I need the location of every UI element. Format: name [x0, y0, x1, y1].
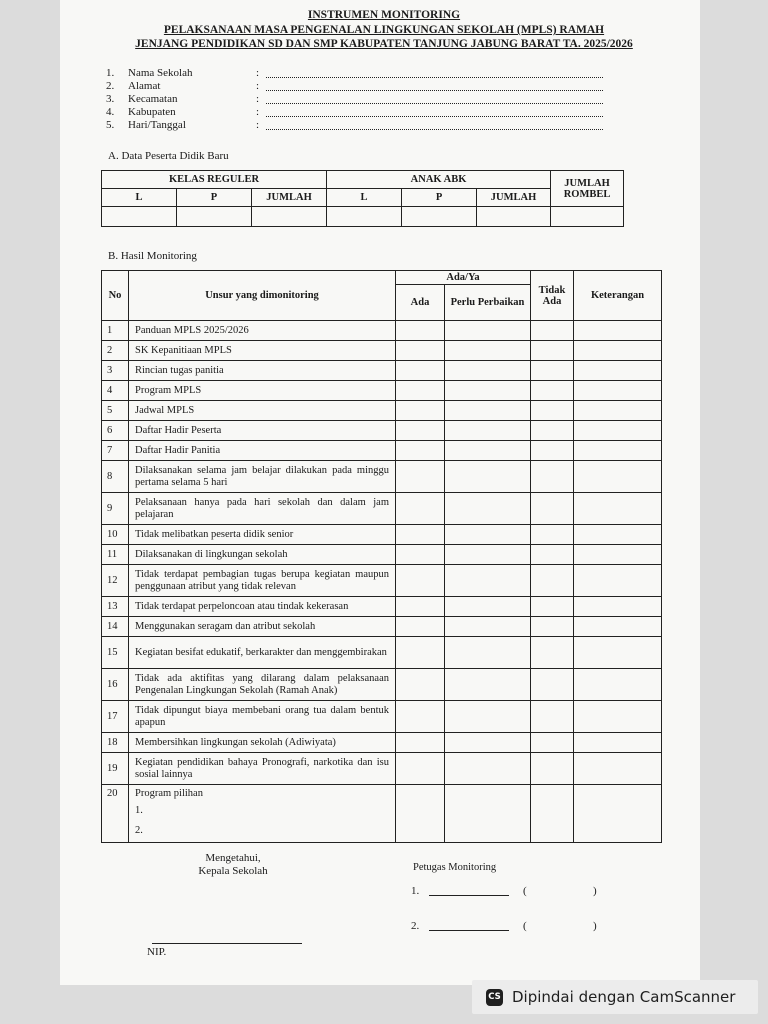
row-item: Dilaksanakan selama jam belajar dilakukan pada minggu pertama selama 5 hari [129, 461, 396, 493]
cell-perlu-perbaikan[interactable] [445, 701, 531, 733]
cell-tidak-ada[interactable] [531, 361, 574, 381]
row-number: 11 [102, 545, 129, 565]
table-row [102, 545, 662, 565]
row-number: 16 [102, 669, 129, 701]
school-identity-list [106, 67, 606, 132]
table-row [102, 617, 662, 637]
row-item: Jadwal MPLS [129, 401, 396, 421]
table-row [102, 421, 662, 441]
row-number: 10 [102, 525, 129, 545]
cell-tidak-ada[interactable] [531, 321, 574, 341]
row-number: 2 [102, 341, 129, 361]
identity-label: Alamat [128, 80, 161, 92]
cell-perlu-perbaikan[interactable] [445, 421, 531, 441]
table-row [102, 361, 662, 381]
row-item: Tidak ada aktifitas yang dilarang dalam pelaksanaan Pengenalan Lingkungan Sekolah (Ramah Anak) [129, 669, 396, 701]
header-abk-jumlah: JUMLAH [477, 189, 551, 207]
officer-number: 2. [411, 920, 420, 932]
identity-label: Nama Sekolah [128, 67, 193, 79]
row-item: Menggunakan seragam dan atribut sekolah [129, 617, 396, 637]
headmaster-signature-block [193, 852, 273, 878]
cell-keterangan[interactable] [574, 421, 662, 441]
cell-ada[interactable] [396, 753, 445, 785]
cell-reguler-l[interactable] [102, 207, 177, 227]
cell-perlu-perbaikan[interactable] [445, 545, 531, 565]
cell-perlu-perbaikan[interactable] [445, 401, 531, 421]
officer-row-1 [411, 885, 611, 899]
table-row [102, 669, 662, 701]
cell-tidak-ada[interactable] [531, 525, 574, 545]
cell-keterangan[interactable] [574, 321, 662, 341]
row-number: 12 [102, 565, 129, 597]
cell-perlu-perbaikan[interactable] [445, 637, 531, 669]
cell-tidak-ada[interactable] [531, 565, 574, 597]
cell-keterangan[interactable] [574, 669, 662, 701]
doc-title-line-3: JENJANG PENDIDIKAN SD DAN SMP KABUPATEN TANJUNG JABUNG BARAT TA. 2025/2026 [135, 38, 633, 50]
cell-reguler-jumlah[interactable] [252, 207, 327, 227]
identity-row-date [106, 119, 606, 132]
row-number: 20 [102, 785, 129, 843]
paren-open: ( [523, 885, 527, 897]
cell-keterangan[interactable] [574, 733, 662, 753]
row-number: 3 [102, 361, 129, 381]
table-row [102, 441, 662, 461]
row-number: 17 [102, 701, 129, 733]
row-item: Kegiatan pendidikan bahaya Pronografi, narkotika dan isu sosial lainnya [129, 753, 396, 785]
cell-abk-l[interactable] [327, 207, 402, 227]
header-unsur: Unsur yang dimonitoring [129, 271, 396, 321]
identity-colon: : [256, 93, 260, 105]
cell-ada[interactable] [396, 785, 445, 843]
identity-label: Kabupaten [128, 106, 176, 118]
cell-tidak-ada[interactable] [531, 597, 574, 617]
cell-ada[interactable] [396, 565, 445, 597]
identity-number: 3. [106, 93, 115, 105]
row-item: Tidak terdapat pembagian tugas berupa kegiatan maupun penggunaan atribut yang tidak relevan [129, 565, 396, 597]
row-number: 15 [102, 637, 129, 669]
row-item [129, 785, 396, 843]
cell-tidak-ada[interactable] [531, 701, 574, 733]
row-number: 18 [102, 733, 129, 753]
cell-ada[interactable] [396, 341, 445, 361]
row-number: 6 [102, 421, 129, 441]
cell-keterangan[interactable] [574, 753, 662, 785]
header-keterangan: Keterangan [574, 271, 662, 321]
cell-keterangan[interactable] [574, 381, 662, 401]
row-number: 5 [102, 401, 129, 421]
identity-label: Kecamatan [128, 93, 178, 105]
cell-ada[interactable] [396, 669, 445, 701]
cell-perlu-perbaikan[interactable] [445, 565, 531, 597]
row-item: Tidak terdapat perpeloncoan atau tindak kekerasan [129, 597, 396, 617]
header-reguler-jumlah: JUMLAH [252, 189, 327, 207]
identity-number: 1. [106, 67, 115, 79]
header-tidak-ada: Tidak Ada [531, 271, 574, 321]
officer-number: 1. [411, 885, 420, 897]
program-choice-1: 1. [135, 805, 143, 816]
cell-keterangan[interactable] [574, 701, 662, 733]
cell-ada[interactable] [396, 421, 445, 441]
cell-tidak-ada[interactable] [531, 545, 574, 565]
cell-perlu-perbaikan[interactable] [445, 669, 531, 701]
header-ada-ya: Ada/Ya [396, 271, 531, 285]
acknowledged-label: Mengetahui, [205, 852, 261, 864]
cell-ada[interactable] [396, 381, 445, 401]
cell-perlu-perbaikan[interactable] [445, 785, 531, 843]
row-item: Dilaksanakan di lingkungan sekolah [129, 545, 396, 565]
identity-colon: : [256, 106, 260, 118]
section-b-heading: B. Hasil Monitoring [108, 250, 197, 262]
header-anak-abk: ANAK ABK [327, 171, 551, 189]
table-row [102, 207, 624, 227]
row-item: Kegiatan besifat edukatif, berkarakter dan menggembirakan [129, 637, 396, 669]
section-a-heading: A. Data Peserta Didik Baru [108, 150, 229, 162]
cell-perlu-perbaikan[interactable] [445, 441, 531, 461]
table-row [102, 381, 662, 401]
cell-tidak-ada[interactable] [531, 733, 574, 753]
cell-perlu-perbaikan[interactable] [445, 525, 531, 545]
row-item: Pelaksanaan hanya pada hari sekolah dan dalam jam pelajaran [129, 493, 396, 525]
identity-fill-line [266, 103, 603, 104]
cell-tidak-ada[interactable] [531, 401, 574, 421]
table-row [102, 401, 662, 421]
header-reguler-l: L [102, 189, 177, 207]
cell-keterangan[interactable] [574, 461, 662, 493]
cell-perlu-perbaikan[interactable] [445, 493, 531, 525]
table-row [102, 701, 662, 733]
cell-keterangan[interactable] [574, 597, 662, 617]
nip-label: NIP. [147, 946, 167, 958]
table-row [102, 733, 662, 753]
cell-keterangan[interactable] [574, 493, 662, 525]
identity-row-school-name [106, 67, 606, 80]
table-row [102, 525, 662, 545]
monitoring-table-body [102, 321, 662, 843]
row-item-text: Program pilihan [135, 788, 203, 799]
row-item: Panduan MPLS 2025/2026 [129, 321, 396, 341]
identity-row-address [106, 80, 606, 93]
table-row [102, 753, 662, 785]
row-number: 14 [102, 617, 129, 637]
cell-tidak-ada[interactable] [531, 617, 574, 637]
cell-perlu-perbaikan[interactable] [445, 733, 531, 753]
monitoring-officer-label: Petugas Monitoring [413, 862, 497, 873]
cell-tidak-ada[interactable] [531, 753, 574, 785]
header-perlu-perbaikan: Perlu Perbaikan [445, 285, 531, 321]
identity-label: Hari/Tanggal [128, 119, 186, 131]
cell-tidak-ada[interactable] [531, 441, 574, 461]
cell-ada[interactable] [396, 441, 445, 461]
cell-tidak-ada[interactable] [531, 493, 574, 525]
row-item: Tidak dipungut biaya membebani orang tua dalam bentuk apapun [129, 701, 396, 733]
table-row [102, 493, 662, 525]
camscanner-watermark [472, 980, 758, 1014]
cell-perlu-perbaikan[interactable] [445, 341, 531, 361]
cell-tidak-ada[interactable] [531, 669, 574, 701]
cell-tidak-ada[interactable] [531, 461, 574, 493]
cell-ada[interactable] [396, 461, 445, 493]
paren-open: ( [523, 920, 527, 932]
cell-keterangan[interactable] [574, 525, 662, 545]
row-item: Daftar Hadir Peserta [129, 421, 396, 441]
table-row [102, 341, 662, 361]
identity-number: 2. [106, 80, 115, 92]
cell-ada[interactable] [396, 525, 445, 545]
cell-ada[interactable] [396, 361, 445, 381]
student-data-table [101, 170, 624, 227]
table-row [102, 785, 662, 843]
row-item: Daftar Hadir Panitia [129, 441, 396, 461]
cell-ada[interactable] [396, 637, 445, 669]
cell-perlu-perbaikan[interactable] [445, 461, 531, 493]
header-reguler-p: P [177, 189, 252, 207]
row-item: Program MPLS [129, 381, 396, 401]
cell-ada[interactable] [396, 597, 445, 617]
paren-close: ) [593, 920, 597, 932]
cell-ada[interactable] [396, 493, 445, 525]
identity-number: 5. [106, 119, 115, 131]
cell-abk-jumlah[interactable] [477, 207, 551, 227]
cell-perlu-perbaikan[interactable] [445, 617, 531, 637]
cell-keterangan[interactable] [574, 637, 662, 669]
cell-perlu-perbaikan[interactable] [445, 597, 531, 617]
cell-keterangan[interactable] [574, 545, 662, 565]
officer-row-2 [411, 920, 611, 934]
cell-perlu-perbaikan[interactable] [445, 381, 531, 401]
row-item: Rincian tugas panitia [129, 361, 396, 381]
cell-ada[interactable] [396, 545, 445, 565]
cell-keterangan[interactable] [574, 401, 662, 421]
cell-perlu-perbaikan[interactable] [445, 321, 531, 341]
cell-tidak-ada[interactable] [531, 341, 574, 361]
row-number: 9 [102, 493, 129, 525]
identity-colon: : [256, 80, 260, 92]
cell-keterangan[interactable] [574, 361, 662, 381]
doc-title-line-1: INSTRUMEN MONITORING [307, 9, 461, 21]
cell-ada[interactable] [396, 321, 445, 341]
headmaster-label: Kepala Sekolah [198, 865, 268, 877]
identity-row-regency [106, 106, 606, 119]
cell-perlu-perbaikan[interactable] [445, 361, 531, 381]
cell-keterangan[interactable] [574, 617, 662, 637]
identity-colon: : [256, 67, 260, 79]
header-jumlah-rombel: JUMLAH ROMBEL [551, 171, 624, 207]
table-row [102, 565, 662, 597]
row-number: 13 [102, 597, 129, 617]
identity-fill-line [266, 116, 603, 117]
cell-ada[interactable] [396, 701, 445, 733]
row-item: Membersihkan lingkungan sekolah (Adiwiyata) [129, 733, 396, 753]
cell-tidak-ada[interactable] [531, 421, 574, 441]
cell-keterangan[interactable] [574, 341, 662, 361]
table-row [102, 461, 662, 493]
cell-jumlah-rombel[interactable] [551, 207, 624, 227]
officer-signature-line [429, 895, 509, 896]
cell-ada[interactable] [396, 401, 445, 421]
cell-keterangan[interactable] [574, 565, 662, 597]
row-item: SK Kepanitiaan MPLS [129, 341, 396, 361]
header-abk-p: P [402, 189, 477, 207]
row-number: 4 [102, 381, 129, 401]
identity-colon: : [256, 119, 260, 131]
signature-line [152, 943, 302, 944]
table-row [102, 321, 662, 341]
row-number: 19 [102, 753, 129, 785]
identity-number: 4. [106, 106, 115, 118]
identity-fill-line [266, 77, 603, 78]
cell-ada[interactable] [396, 733, 445, 753]
row-number: 1 [102, 321, 129, 341]
header-abk-l: L [327, 189, 402, 207]
cell-perlu-perbaikan[interactable] [445, 753, 531, 785]
table-row [102, 597, 662, 617]
camscanner-logo-icon: CS [486, 989, 503, 1006]
program-choice-2: 2. [135, 825, 143, 836]
row-number: 8 [102, 461, 129, 493]
identity-fill-line [266, 129, 603, 130]
cell-tidak-ada[interactable] [531, 785, 574, 843]
cell-ada[interactable] [396, 617, 445, 637]
row-item: Tidak melibatkan peserta didik senior [129, 525, 396, 545]
identity-row-district [106, 93, 606, 106]
header-kelas-reguler: KELAS REGULER [102, 171, 327, 189]
officer-signature-line [429, 930, 509, 931]
cell-tidak-ada[interactable] [531, 637, 574, 669]
row-number: 7 [102, 441, 129, 461]
cell-reguler-p[interactable] [177, 207, 252, 227]
paren-close: ) [593, 885, 597, 897]
cell-tidak-ada[interactable] [531, 381, 574, 401]
cell-keterangan[interactable] [574, 785, 662, 843]
header-no: No [102, 271, 129, 321]
doc-title-line-2: PELAKSANAAN MASA PENGENALAN LINGKUNGAN SEKOLAH (MPLS) RAMAH [163, 24, 605, 36]
cell-abk-p[interactable] [402, 207, 477, 227]
header-ada: Ada [396, 285, 445, 321]
cell-keterangan[interactable] [574, 441, 662, 461]
monitoring-table [101, 270, 662, 843]
table-row [102, 637, 662, 669]
camscanner-text: Dipindai dengan CamScanner [512, 988, 736, 1006]
identity-fill-line [266, 90, 603, 91]
